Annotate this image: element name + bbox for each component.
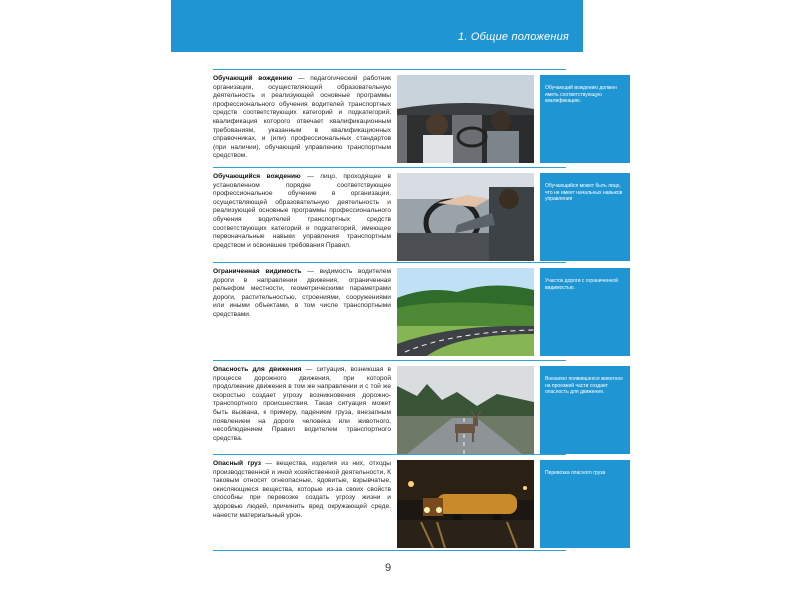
section-divider xyxy=(213,550,566,551)
page-number: 9 xyxy=(385,562,392,574)
definition-text xyxy=(213,460,391,520)
section-divider xyxy=(213,69,566,70)
chapter-title: 1. Общие положения xyxy=(458,31,569,43)
definition-text xyxy=(213,268,391,320)
definition-text xyxy=(213,173,391,250)
curved-road-forest-photo xyxy=(397,268,534,356)
reindeer-on-road-photo xyxy=(397,366,534,454)
car-interior-instructor-photo xyxy=(397,75,534,163)
definition-text xyxy=(213,366,391,443)
definition-body: — ситуация, возникшая в процессе дорожного движения, при которой продолжение движения в том же направлении и с той же скоростью создает угрозу возникновения дорожно-транспортного происшествия. Такая ситуация может быть вызвана, к примеру, падением груза, внезапным появлением на дороге человека или животного, несоблюдением Правил водителем транспортного средства. xyxy=(213,366,391,442)
side-note-text: Перевозка опасного груза xyxy=(545,470,606,476)
side-note-text: Внезапно появившееся животное на проезжей части создает опасность для движения. xyxy=(545,376,623,395)
definition-term: Опасность для движения xyxy=(213,366,302,373)
side-note xyxy=(540,75,630,163)
header-bar xyxy=(171,0,583,52)
section-divider xyxy=(213,454,566,455)
side-note xyxy=(540,460,630,548)
side-note-text: Обучающий вождению должен иметь соответствующую квалификацию. xyxy=(545,85,617,104)
definition-text xyxy=(213,75,391,161)
side-note xyxy=(540,268,630,356)
side-note-text: Обучающийся может быть лицо, что не имеет начальных навыков управления xyxy=(545,183,623,202)
night-truck-photo xyxy=(397,460,534,548)
side-note xyxy=(540,366,630,454)
section-divider xyxy=(213,262,566,263)
side-note xyxy=(540,173,630,261)
definition-body: — видимость водителем дороги в направлении движения, ограниченная рельефом местности, геометрическими параметрами дороги, растительностью, строениями, сооружениями или иными объектами, в том числе транспортными средствами. xyxy=(213,268,391,318)
steering-wheel-student-photo xyxy=(397,173,534,261)
section-divider xyxy=(213,360,566,361)
definition-body: — лицо, проходящее в установленном порядке соответствующее профессиональное обучение в организации, осуществляющей образовательную деятельность и реализующей основные программы профессионального обучения водителей транспортных средств соответствующих категорий и подкатегорий, имеющее первоначальные навыки управления транспортным средством и освоившее требования Правил. xyxy=(213,173,391,249)
definition-term: Обучающий вождению xyxy=(213,75,293,82)
definition-body: — педагогический работник организации, осуществляющей образовательную деятельность и реализующей основные программы профессионального обучения водителей транспортных средств соответствующих категорий и подкатегорий, квалификация которого отвечает квалификационным требованиям, указанным в квалификационных справочниках, и (или) профессиональных стандартов (при наличии), обучающий управлению транспортным средством. xyxy=(213,75,391,160)
definition-body: — вещества, изделия из них, отходы производственной и иной хозяйственной деятельности, К таковым относят огнеопасные, ядовитые, взрывчатые, окисляющиеся вещества, которые из-за своих свойств способны при перевозке создать угрозу жизни и здоровью людей, причинить вред окружающей среде, нанести материальный урон. xyxy=(213,460,391,519)
side-note-text: Участок дороги с ограниченной видимостью. xyxy=(545,278,619,291)
section-divider xyxy=(213,167,566,168)
definition-term: Ограниченная видимость xyxy=(213,268,302,275)
definition-term: Обучающийся вождению xyxy=(213,173,301,180)
definition-term: Опасный груз xyxy=(213,460,261,467)
